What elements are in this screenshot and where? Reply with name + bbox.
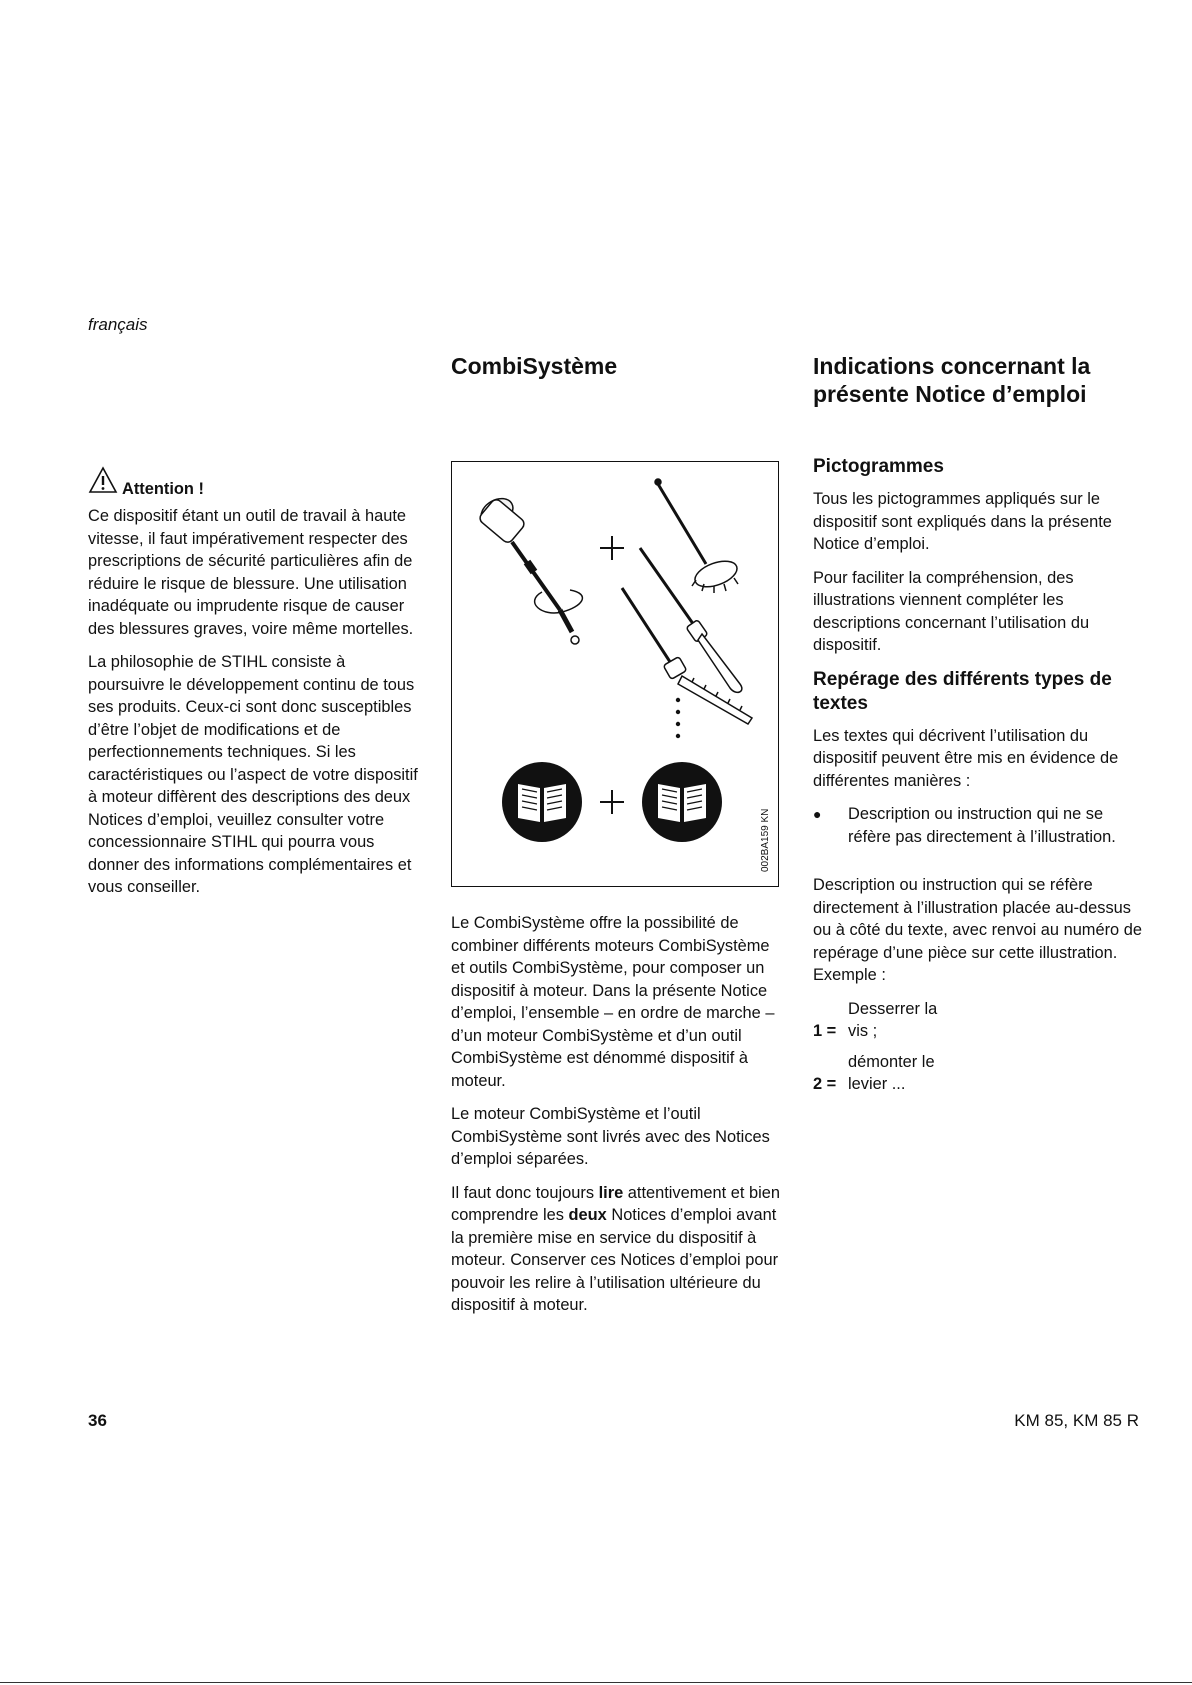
left-column xyxy=(88,466,418,910)
combisystem-paragraph-1: Le CombiSystème offre la possibilité de combiner différents moteurs CombiSystème et outils CombiSystème, pour composer un dispositif à moteur. Dans la présente Notice d’emploi, l’ensemble – en ordre de marche – d’un moteur CombiSystème et d’un outil CombiSystème est dénommé dispositif à moteur. xyxy=(451,914,775,1090)
notice-title xyxy=(813,352,1153,408)
safety-paragraph: Ce dispositif étant un outil de travail à haute vitesse, il faut impérativement respecter des prescriptions de sécurité particulières afin de réduire le risque de blessure. Une utilisation inadéquate ou imprudente risque de causer des blessures graves, voire même mortelles. xyxy=(88,507,414,638)
warning-label: Attention ! xyxy=(122,480,204,498)
page-number: 36 xyxy=(88,1411,107,1430)
right-column xyxy=(813,455,1143,1104)
pictogrammes-heading: Pictogrammes xyxy=(813,456,944,477)
bullet-text: Description ou instruction qui ne se réfère pas directement à l’illustration. xyxy=(848,805,1116,846)
language-label: français xyxy=(88,315,148,334)
p3-part1: Il faut donc toujours xyxy=(451,1183,599,1202)
text-types-heading: Repérage des différents types de textes xyxy=(813,668,1112,714)
combisystem-illustration xyxy=(452,462,778,886)
pictos-paragraph-1: Tous les pictogrammes appliqués sur le dispositif sont expliqués dans la présente Notice d’emploi. xyxy=(813,490,1112,553)
p3-bold-lire: lire xyxy=(598,1183,624,1202)
p3-bold-deux: deux xyxy=(568,1206,607,1224)
text-types-intro: Les textes qui décrivent l’utilisation du dispositif peuvent être mis en évidence de différentes manières : xyxy=(813,726,1119,790)
notice-title-line2: présente Notice d’emploi xyxy=(813,381,1087,407)
hedge-trimmer-tool-icon xyxy=(622,588,752,724)
manual-book-icon-right xyxy=(642,762,722,842)
figure-code: 002BA159 KN xyxy=(760,808,771,872)
brushcutter-tool-icon xyxy=(655,479,740,593)
p3-part2: attentivement et bien comprendre les xyxy=(451,1183,780,1224)
manual-book-icon-left xyxy=(502,762,582,842)
description-paragraph: Description ou instruction qui se réfère directement à l’illustration placée au-dessus ou à côté du texte, avec renvoi au numéro de repérage d’une pièce sur cette illustration. xyxy=(813,876,1142,962)
combisystem-figure xyxy=(451,461,779,887)
bullet-dot-icon: ● xyxy=(813,806,822,822)
philosophy-paragraph: La philosophie de STIHL consiste à poursuivre le développement continu de tous ses produits. Ceux-ci sont donc susceptibles d’être l’objet de modifications et de perfectionnements techniques. Si les caractéristiques ou l’aspect de votre dispositif à moteur diffèrent des descriptions des deux Notices d’emploi, veuillez consulter votre concessionnaire STIHL qui pourra vous donner des informations complémentaires et vous conseiller. xyxy=(88,653,418,896)
power-unit-icon xyxy=(476,493,582,644)
bottom-rule xyxy=(0,1682,1192,1683)
example-text-1: Desserrer la vis ; xyxy=(848,999,938,1040)
bullet-item xyxy=(813,803,1143,848)
combisysteme-title: CombiSystème xyxy=(451,353,618,379)
example-label: Exemple : xyxy=(813,966,886,984)
combisystem-paragraph-3 xyxy=(451,1182,781,1317)
example-item-1 xyxy=(813,998,1143,1043)
pictos-paragraph-2: Pour faciliter la compréhension, des illustrations viennent compléter les descriptions concernant l’utilisation du dispositif. xyxy=(813,568,1090,654)
middle-column xyxy=(451,912,781,1328)
example-item-2 xyxy=(813,1051,1143,1096)
p3-part3: Notices d’emploi avant la première mise en service du dispositif à moteur. Conserver ces Notices d’emploi pour pouvoir les relire à l’utilisation ultérieure du dispositif à moteur. xyxy=(451,1206,779,1314)
more-tools-dots xyxy=(676,698,680,738)
example-text-2: démonter le levier ... xyxy=(848,1052,935,1093)
example-number-1: 1 = xyxy=(813,1022,837,1040)
warning-triangle-icon xyxy=(88,466,118,499)
combisystem-paragraph-2: Le moteur CombiSystème et l’outil CombiSystème sont livrés avec des Notices d’emploi séparées. xyxy=(451,1105,770,1168)
example-number-2: 2 = xyxy=(813,1075,837,1093)
notice-title-line1: Indications concernant la xyxy=(813,353,1091,379)
warning-heading xyxy=(88,466,418,499)
model-label: KM 85, KM 85 R xyxy=(1014,1411,1139,1430)
